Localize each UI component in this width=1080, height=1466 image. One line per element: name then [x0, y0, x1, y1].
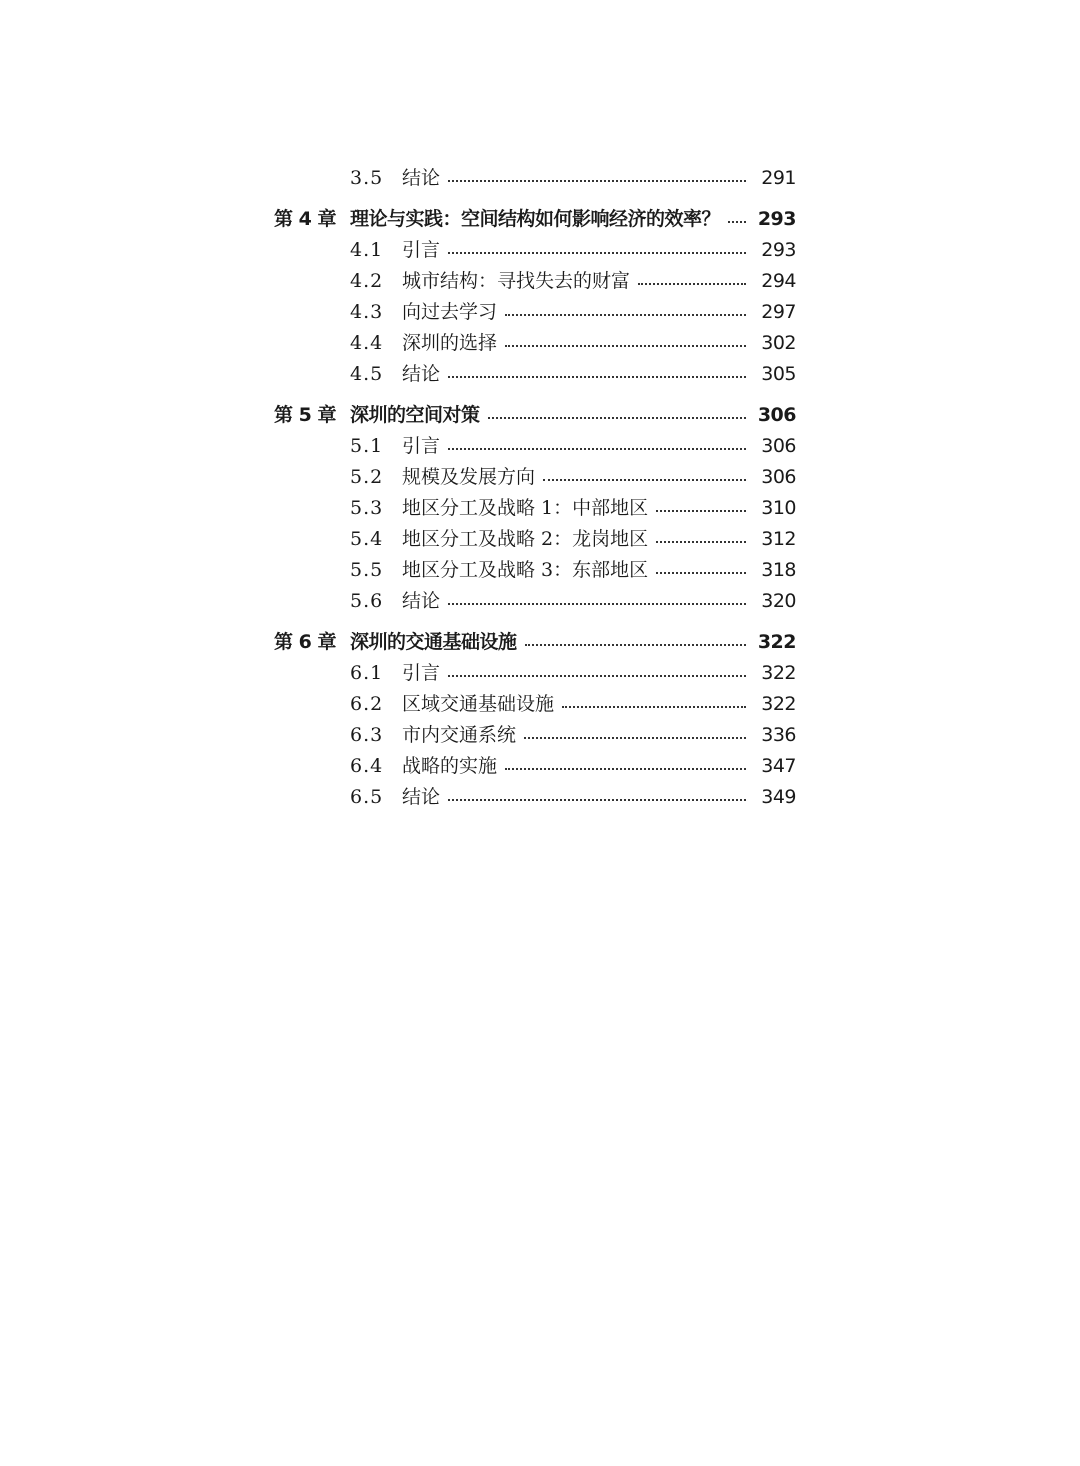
- page-number: 297: [755, 297, 796, 328]
- toc-section-row[interactable]: [272, 720, 796, 751]
- toc-section-row[interactable]: [272, 555, 796, 586]
- table-of-contents: [272, 163, 796, 813]
- page-number: 306: [755, 431, 796, 462]
- dot-leader: [505, 345, 746, 347]
- page-number: 320: [755, 586, 796, 617]
- dot-leader: [448, 448, 746, 450]
- section-title: 市内交通系统: [402, 720, 524, 751]
- dot-leader: [638, 283, 746, 285]
- dot-leader: [656, 510, 746, 512]
- dot-leader: [656, 572, 746, 574]
- section-title: 规模及发展方向: [402, 462, 543, 493]
- dot-leader: [448, 252, 746, 254]
- page-number: 312: [755, 524, 796, 555]
- chapter-title: 深圳的交通基础设施: [350, 627, 525, 658]
- section-title: 地区分工及战略 2：龙岗地区: [402, 524, 656, 555]
- section-title: 地区分工及战略 3：东部地区: [402, 555, 656, 586]
- section-number: 5.6: [350, 590, 384, 612]
- page-number: 310: [755, 493, 796, 524]
- toc-section-row[interactable]: [272, 328, 796, 359]
- dot-leader: [448, 675, 746, 677]
- section-number: 4.5: [350, 363, 384, 385]
- section-title: 结论: [402, 586, 448, 617]
- section-number: 6.1: [350, 662, 384, 684]
- section-title: 引言: [402, 658, 448, 689]
- toc-section-row[interactable]: [272, 431, 796, 462]
- chapter-number: 第 6 章: [274, 631, 336, 653]
- toc-section-row[interactable]: [272, 493, 796, 524]
- section-title: 引言: [402, 431, 448, 462]
- section-number: 5.2: [350, 466, 384, 488]
- dot-leader: [488, 417, 746, 419]
- chapter-title: 理论与实践：空间结构如何影响经济的效率？: [350, 204, 728, 235]
- section-title: 深圳的选择: [402, 328, 505, 359]
- toc-chapter-row[interactable]: [272, 400, 796, 431]
- dot-leader: [728, 221, 746, 223]
- page-number: 306: [755, 462, 796, 493]
- section-title: 城市结构：寻找失去的财富: [402, 266, 638, 297]
- section-number: 6.2: [350, 693, 384, 715]
- chapter-number: 第 5 章: [274, 404, 336, 426]
- section-number: 4.2: [350, 270, 384, 292]
- page-number: 347: [755, 751, 796, 782]
- toc-section-row[interactable]: [272, 359, 796, 390]
- page-number: 322: [755, 658, 796, 689]
- page-number: 291: [755, 163, 796, 194]
- section-number: 5.4: [350, 528, 384, 550]
- chapter-title: 深圳的空间对策: [350, 400, 488, 431]
- chapter-number: 第 4 章: [274, 208, 336, 230]
- toc-section-row[interactable]: [272, 751, 796, 782]
- toc-section-row[interactable]: [272, 266, 796, 297]
- section-title: 结论: [402, 782, 448, 813]
- section-number: 4.3: [350, 301, 384, 323]
- section-number: 5.1: [350, 435, 384, 457]
- toc-section-row[interactable]: [272, 524, 796, 555]
- section-title: 结论: [402, 163, 448, 194]
- toc-section-row[interactable]: [272, 689, 796, 720]
- page-number: 305: [755, 359, 796, 390]
- dot-leader: [524, 737, 746, 739]
- toc-section-row[interactable]: [272, 462, 796, 493]
- page-number: 318: [755, 555, 796, 586]
- dot-leader: [543, 479, 746, 481]
- dot-leader: [505, 314, 746, 316]
- toc-section-row[interactable]: [272, 297, 796, 328]
- toc-section-row[interactable]: [272, 782, 796, 813]
- section-title: 战略的实施: [402, 751, 505, 782]
- page-number: 336: [755, 720, 796, 751]
- page-number: 306: [752, 400, 796, 431]
- section-number: 5.3: [350, 497, 384, 519]
- page-number: 293: [755, 235, 796, 266]
- section-number: 6.3: [350, 724, 384, 746]
- toc-section-row[interactable]: [272, 586, 796, 617]
- page-number: 349: [755, 782, 796, 813]
- section-title: 引言: [402, 235, 448, 266]
- section-number: 6.5: [350, 786, 384, 808]
- dot-leader: [525, 644, 746, 646]
- section-number: 5.5: [350, 559, 384, 581]
- dot-leader: [448, 376, 746, 378]
- page-number: 294: [755, 266, 796, 297]
- section-title: 区域交通基础设施: [402, 689, 562, 720]
- page-number: 302: [755, 328, 796, 359]
- page-number: 322: [752, 627, 796, 658]
- dot-leader: [656, 541, 746, 543]
- section-number: 4.1: [350, 239, 384, 261]
- dot-leader: [448, 603, 746, 605]
- toc-chapter-row[interactable]: [272, 204, 796, 235]
- toc-section-row[interactable]: [272, 163, 796, 194]
- page-number: 293: [752, 204, 796, 235]
- section-number: 4.4: [350, 332, 384, 354]
- dot-leader: [562, 706, 746, 708]
- section-number: 3.5: [350, 167, 384, 189]
- section-title: 结论: [402, 359, 448, 390]
- section-title: 向过去学习: [402, 297, 505, 328]
- section-title: 地区分工及战略 1：中部地区: [402, 493, 656, 524]
- toc-section-row[interactable]: [272, 658, 796, 689]
- toc-section-row[interactable]: [272, 235, 796, 266]
- toc-chapter-row[interactable]: [272, 627, 796, 658]
- dot-leader: [505, 768, 746, 770]
- dot-leader: [448, 799, 746, 801]
- dot-leader: [448, 180, 746, 182]
- page-number: 322: [755, 689, 796, 720]
- section-number: 6.4: [350, 755, 384, 777]
